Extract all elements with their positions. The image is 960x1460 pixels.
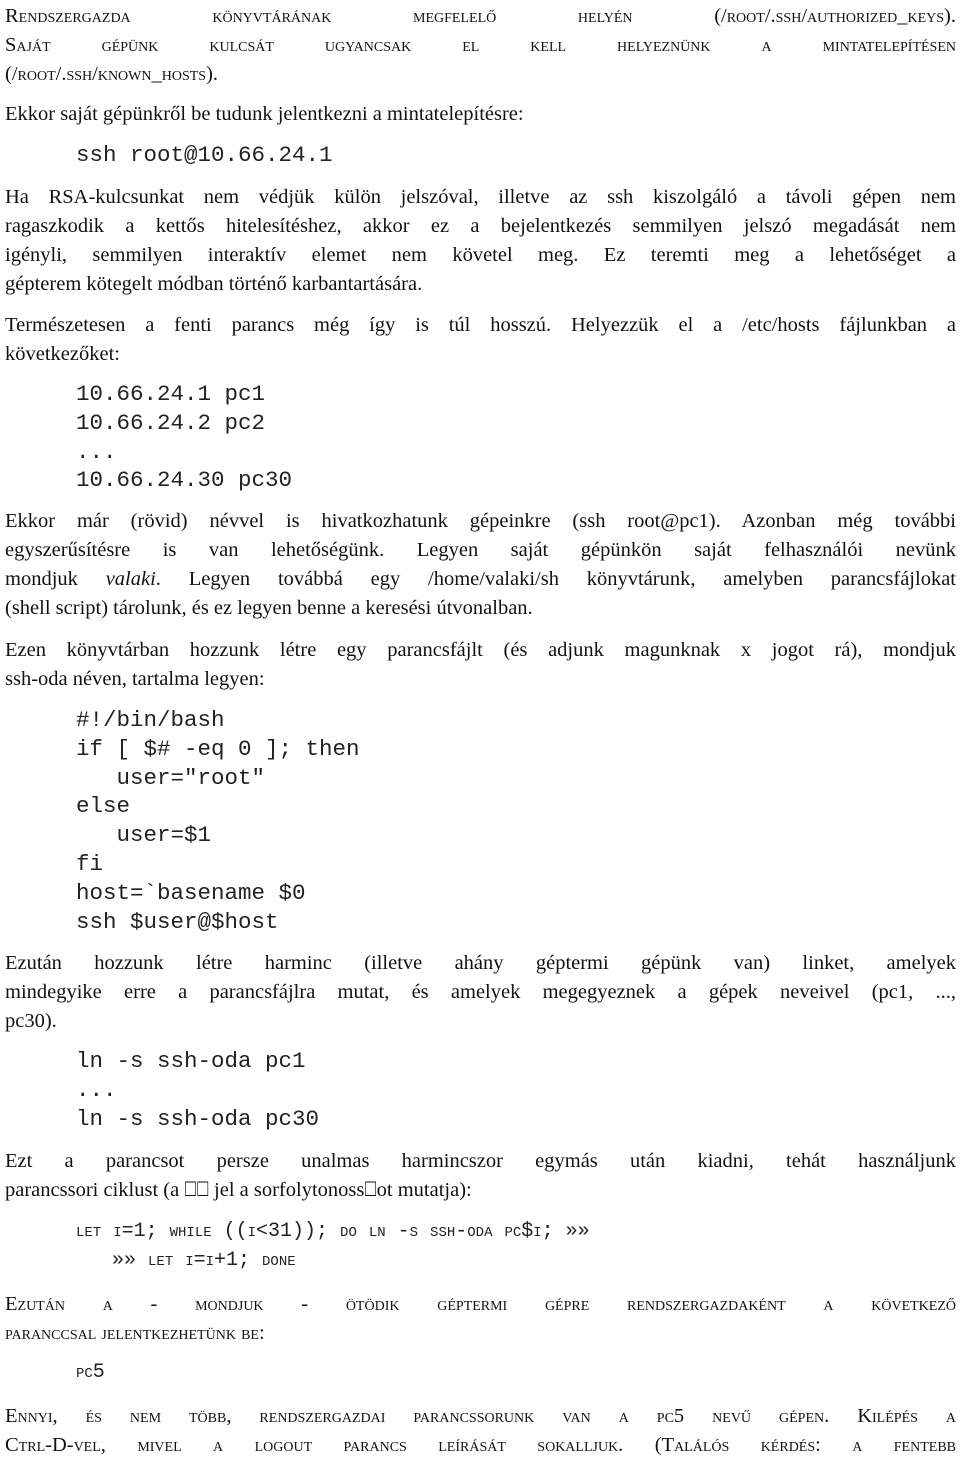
code-line: ... (76, 438, 117, 465)
short-name-line-3-end: . Legyen továbbá egy /home/valaki/sh könyvtárunk, amelyben parancsfájlokat (155, 568, 956, 590)
code-line: 10.66.24.1 pc1 (76, 381, 266, 407)
links-paragraph (5, 949, 956, 1036)
code-line: »» let i=i+1; done (76, 1248, 296, 1272)
pc5-line-1: Ezután a - mondjuk - ötödik géptermi gépre rendszergazdaként a következő (5, 1293, 956, 1315)
pc5-paragraph (5, 1290, 956, 1348)
code-line: user="root" (76, 764, 266, 791)
code-line: ln -s ssh-oda pc30 (76, 1105, 320, 1132)
username-italic: valaki (105, 568, 156, 590)
short-name-line-2: egyszerűsítésre is van lehetőségünk. Legyen saját gépünkön saját felhasználói nevünk (5, 539, 956, 561)
hosts-paragraph (5, 311, 956, 369)
hosts-file-code (76, 380, 292, 495)
outro-line-2: Ctrl-D-vel, mivel a logout parancs leírását sokalljuk. (Találós kérdés: a fentebb (5, 1434, 956, 1456)
symlink-commands-code (76, 1047, 319, 1133)
loop-command-code (76, 1218, 590, 1276)
outro-line-1: Ennyi, és nem több, rendszergazdai parancssorunk van a pc5 nevű gépen. Kilépés a (5, 1405, 956, 1427)
code-line: else (76, 793, 131, 820)
hosts-line-1: Természetesen a fenti parancs még így is túl hosszú. Helyezzük el a /etc/hosts fájlunkban a (5, 314, 956, 336)
loop-line-1: Ezt a parancsot persze unalmas harmincszor egymás után kiadni, tehát használjunk (5, 1150, 956, 1172)
rsa-paragraph (5, 183, 956, 299)
short-name-line-1: Ekkor már (rövid) névvel is hivatkozhatunk gépeinkre (ssh root@pc1). Azonban még további (5, 510, 956, 532)
intro-paragraph (5, 2, 956, 89)
rsa-line-2: ragaszkodik a kettős hitelesítéshez, akkor ez a bejelentkezés semmilyen jelszó megadását nem (5, 215, 956, 237)
script-line-1: Ezen könyvtárban hozzunk létre egy parancsfájlt (és adjunk magunknak x jogot rá), mondjuk (5, 639, 956, 661)
intro-line-3: (/root/.ssh/known_hosts). (5, 63, 219, 85)
rsa-line-4: gépterem kötegelt módban történő karbantartására. (5, 273, 423, 295)
links-line-2: mindegyike erre a parancsfájlra mutat, és amelyek megegyeznek a gépek neveivel (pc1, ..., (5, 981, 956, 1003)
short-name-line-4: (shell script) tárolunk, és ez legyen benne a keresési útvonalban. (5, 597, 533, 619)
links-line-3: pc30). (5, 1010, 57, 1032)
code-line: ... (76, 1076, 117, 1103)
pc5-command-code: pc5 (76, 1361, 105, 1384)
short-name-line-3 (5, 565, 956, 594)
hosts-line-2: következőket: (5, 343, 120, 365)
intro-line-1: Rendszergazda könyvtárának megfelelő helyén (/root/.ssh/authorized_keys). (5, 5, 956, 27)
short-name-line-3-start: mondjuk (5, 568, 106, 590)
code-line: fi (76, 850, 104, 877)
code-line: host=`basename $0 (76, 879, 306, 906)
pc5-line-2: paranccsal jelentkezhetünk be: (5, 1322, 265, 1344)
code-line: ssh $user@$host (76, 908, 279, 935)
loop-line-2: parancssori ciklust (a ⎕⎕ jel a sorfolytonoss⎕ot mutatja): (5, 1179, 472, 1201)
code-line: #!/bin/bash (76, 707, 225, 733)
script-line-2: ssh-oda néven, tartalma legyen: (5, 668, 265, 690)
code-line: let i=1; while ((i<31)); do ln -s ssh-oda pc$i; »» (76, 1220, 590, 1243)
rsa-line-3: igényli, semmilyen interaktív elemet nem követel meg. Ez teremti meg a lehetőséget a (5, 244, 956, 266)
ssh-oda-script-code (76, 706, 360, 936)
loop-paragraph (5, 1147, 956, 1205)
code-line: 10.66.24.2 pc2 (76, 409, 266, 436)
short-name-paragraph (5, 507, 956, 623)
login-paragraph: Ekkor saját gépünkről be tudunk jelentkezni a mintatelepítésre: (5, 103, 524, 125)
code-line: ln -s ssh-oda pc1 (76, 1048, 306, 1074)
rsa-line-1: Ha RSA-kulcsunkat nem védjük külön jelszóval, illetve az ssh kiszolgáló a távoli gépen nem (5, 186, 956, 208)
script-paragraph (5, 636, 956, 694)
outro-paragraph (5, 1402, 956, 1460)
ssh-command-code: ssh root@10.66.24.1 (76, 142, 333, 168)
code-line: if [ $# -eq 0 ]; then (76, 735, 360, 762)
code-line: 10.66.24.30 pc30 (76, 467, 293, 494)
intro-line-2: Saját gépünk kulcsát ugyancsak el kell helyeznünk a mintatelepítésen (5, 34, 956, 56)
code-line: user=$1 (76, 822, 212, 849)
links-line-1: Ezután hozzunk létre harminc (illetve ahány géptermi gépünk van) linket, amelyek (5, 952, 956, 974)
